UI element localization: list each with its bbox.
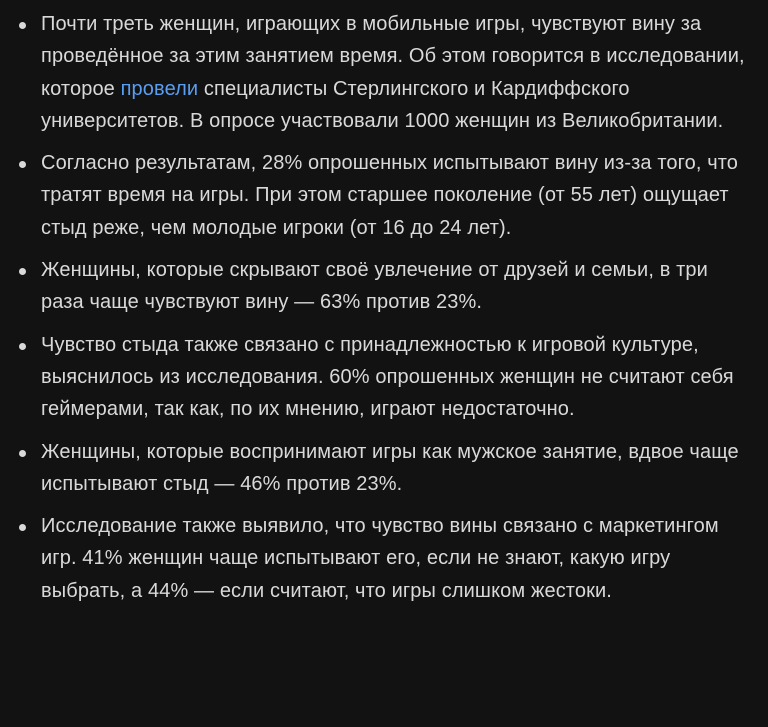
item-text: Исследование также выявило, что чувство вины связано с маркетингом игр. 41% женщин чаще испытывают его, если не знают, какую игру выбрать, а 44% — если считают, что игры слишком жестоки. <box>41 515 719 602</box>
item-text: Чувство стыда также связано с принадлежностью к игровой культуре, выяснилось из исследования. 60% опрошенных женщин не считают себя геймерами, так как, по их мнению, играют недостаточно. <box>41 333 734 421</box>
bullet-icon <box>19 524 26 531</box>
list-item <box>18 329 754 426</box>
bullet-list <box>18 8 754 607</box>
list-item <box>18 8 754 137</box>
item-text: Женщины, которые скрывают своё увлечение от друзей и семьи, в три раза чаще чувствуют вину — 63% против 23%. <box>41 259 708 314</box>
item-text: Согласно результатам, 28% опрошенных испытывают вину из-за того, что тратят время на игры. При этом старшее поколение (от 55 лет) ощущает стыд реже, чем молодые игроки (от 16 до 24 лет). <box>41 152 739 239</box>
bullet-icon <box>19 268 26 275</box>
bullet-icon <box>19 343 26 350</box>
bullet-icon <box>19 450 26 457</box>
study-link[interactable]: провели <box>120 77 199 100</box>
list-item <box>18 147 754 244</box>
bullet-icon <box>19 161 26 168</box>
bullet-icon <box>19 22 26 29</box>
list-item <box>18 254 754 319</box>
item-text-after-link: специалисты Стерлингского и Кардиффского университетов. В опросе участвовали 1000 женщин из Великобритании. <box>41 77 724 132</box>
item-text: Женщины, которые воспринимают игры как мужское занятие, вдвое чаще испытывают стыд — 46% против 23%. <box>41 440 739 495</box>
list-item <box>18 510 754 607</box>
list-item <box>18 436 754 501</box>
item-text-before-link: Почти треть женщин, играющих в мобильные игры, чувствуют вину за проведённое за этим занятием время. Об этом говорится в исследовании, которое <box>41 13 745 100</box>
